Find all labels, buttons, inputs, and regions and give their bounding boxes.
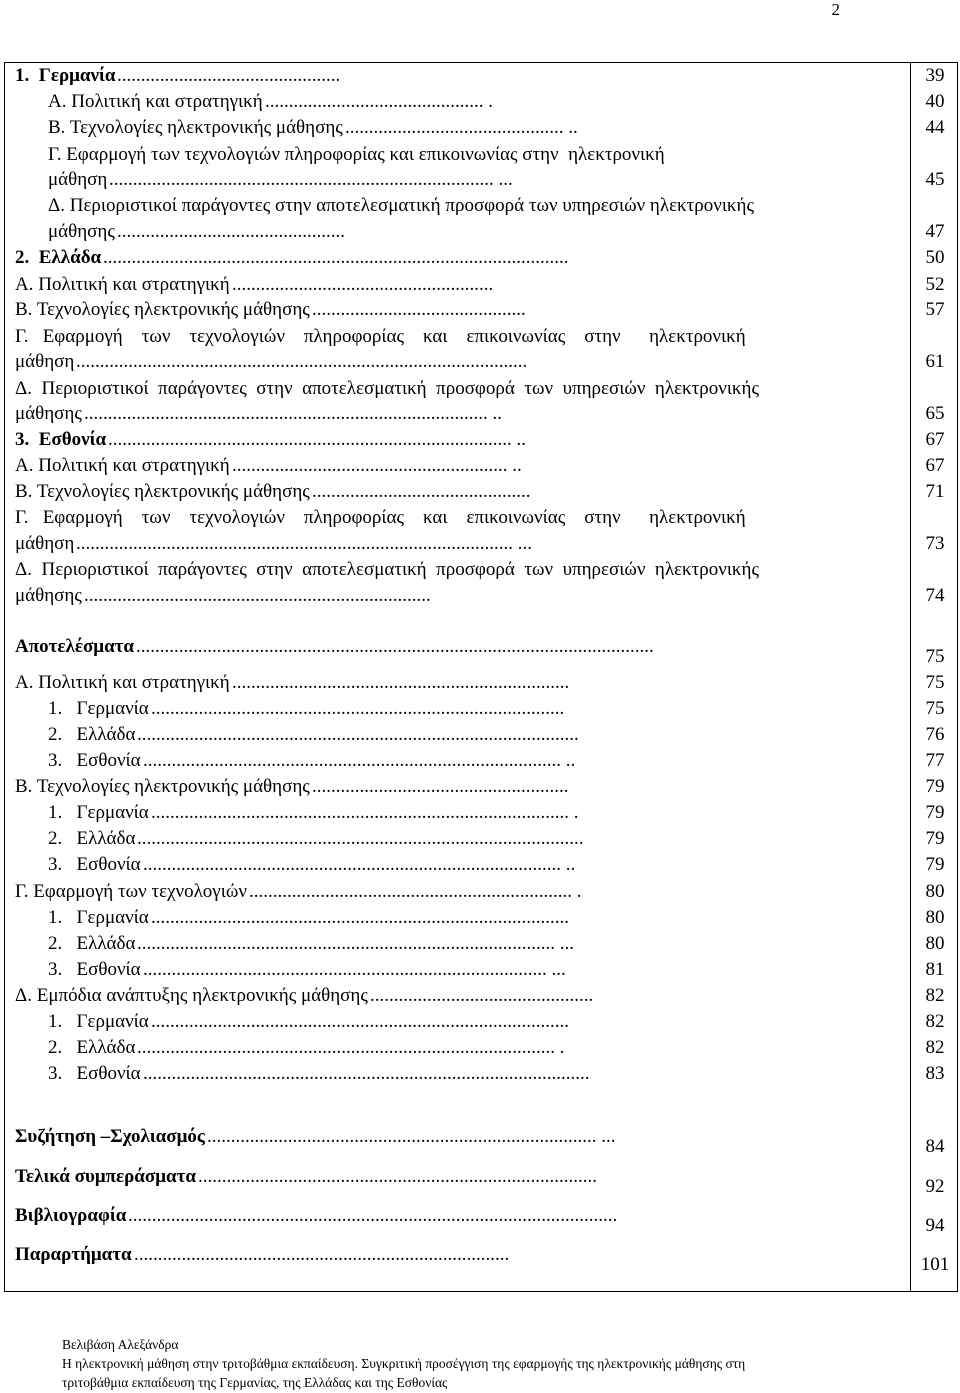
toc-entry-leader: ....................................................................................... <box>151 698 565 719</box>
toc-entry-page: 82 <box>925 985 945 1006</box>
toc-entry-page: 74 <box>925 585 945 606</box>
toc-entry-leader: .............................................................................................. <box>143 1063 590 1084</box>
toc-entry-leader: ..................................................................................... ... <box>143 959 566 980</box>
toc-entry-page: 80 <box>925 933 945 954</box>
toc-entry-leader: ............................................... <box>117 65 341 86</box>
page-footer <box>62 1335 745 1392</box>
toc-entry-label: 1. Γερμανία <box>48 802 149 823</box>
toc-entry-label: Δ. Περιοριστικοί παράγοντες στην αποτελεσματική προσφορά των υπηρεσιών ηλεκτρονικής <box>48 195 754 216</box>
toc-entry-leader: .............................................................................................. <box>137 828 584 849</box>
toc-entry-page: 92 <box>925 1176 945 1197</box>
toc-entry-label: Αποτελέσματα <box>15 636 135 657</box>
toc-entry-leader: ........................................................................................ ... <box>137 933 574 954</box>
toc-entry-page: 39 <box>925 65 945 86</box>
toc-entry-leader: ...................................................... <box>312 776 569 797</box>
toc-entry-label: Β. Τεχνολογίες ηλεκτρονικής μάθησης <box>15 481 310 502</box>
toc-entry-label: 3. Εσθονία <box>48 1063 141 1084</box>
toc-entry-page: 75 <box>925 698 945 719</box>
toc-entry-leader: .......................................................... .. <box>232 455 522 476</box>
toc-entry-label: Α. Πολιτική και στρατηγική <box>15 274 230 295</box>
toc-entry-page: 67 <box>925 455 945 476</box>
toc-entry-label: Α. Πολιτική και στρατηγική <box>15 672 230 693</box>
toc-entry-label: Α. Πολιτική και στρατηγική <box>15 455 230 476</box>
toc-entry-label: 1. Γερμανία <box>48 907 149 928</box>
page-number: 2 <box>831 0 840 19</box>
toc-entry-label: Β. Τεχνολογίες ηλεκτρονικής μάθησης <box>15 776 310 797</box>
toc-entry-page: 83 <box>925 1063 945 1084</box>
toc-entry-page: 75 <box>925 646 945 667</box>
toc-entry-label: 2. Ελλάδα <box>48 1037 136 1058</box>
toc-entry-leader: ............................................................................................... <box>76 351 528 372</box>
toc-entry-leader: ............................................................................................................. <box>136 636 654 657</box>
toc-entry-page: 80 <box>925 907 945 928</box>
toc-entry-leader: ........................................................................................ .. <box>143 750 576 771</box>
toc-entry-leader: ............................................................................... <box>134 1244 510 1265</box>
toc-entry-page: 94 <box>925 1215 945 1236</box>
toc-entry-page: 61 <box>925 351 945 372</box>
toc-entry-page: 57 <box>925 299 945 320</box>
toc-entry-leader: .............................................. .. <box>345 117 578 138</box>
toc-entry-leader: ................................................................................. ... <box>109 169 513 190</box>
toc-entry-leader: .................................................................................... <box>198 1166 597 1187</box>
toc-entry-label: μάθηση <box>15 351 75 372</box>
toc-entry-leader: ........................................................................................ . <box>151 802 579 823</box>
toc-entry-label: 2. Ελλάδα <box>48 828 136 849</box>
toc-entry-page: 84 <box>925 1136 945 1157</box>
toc-entry-label: μάθησης <box>48 221 115 242</box>
toc-entry-leader: ........................................................................................ <box>151 907 569 928</box>
toc-entry-leader: .............................................. <box>312 481 531 502</box>
toc-entry-label: Β. Τεχνολογίες ηλεκτρονικής μάθησης <box>15 299 310 320</box>
toc-entry-label: 2. Ελλάδα <box>15 247 102 268</box>
toc-entry-label: Παραρτήματα <box>15 1244 132 1265</box>
toc-entry-leader: .................................................................................................. <box>103 247 569 268</box>
toc-entry-label: Α. Πολιτική και στρατηγική <box>48 91 263 112</box>
toc-entry-label: 3. Εσθονία <box>48 854 141 875</box>
toc-entry-page: 47 <box>925 221 945 242</box>
toc-entry-leader: ....................................................................................................... <box>128 1205 618 1226</box>
toc-entry-label: 2. Ελλάδα <box>48 724 136 745</box>
toc-entry-leader: ............................................................................................ ... <box>76 533 532 554</box>
toc-entry-leader: ..................................................................................... .. <box>84 403 502 424</box>
toc-entry-leader: ........................................................................................ <box>151 1011 569 1032</box>
toc-entry-leader: ................................................ <box>117 221 345 242</box>
toc-entry-label: μάθησης <box>15 403 82 424</box>
toc-entry-page: 79 <box>925 802 945 823</box>
toc-entry-label: Γ. Εφαρμογή των τεχνολογιών πληροφορίας και επικοινωνίας στην ηλεκτρονική <box>15 326 746 347</box>
toc-entry-page: 80 <box>925 881 945 902</box>
toc-entry-leader: .................................................................................. ... <box>207 1126 616 1147</box>
toc-entry-label: μάθηση <box>15 533 75 554</box>
toc-entry-label: 3. Εσθονία <box>15 429 107 450</box>
toc-entry-page: 79 <box>925 828 945 849</box>
toc-entry-leader: ..................................................................................... .. <box>108 429 526 450</box>
toc-entry-page: 79 <box>925 776 945 797</box>
toc-entry-label: Γ. Εφαρμογή των τεχνολογιών πληροφορίας και επικοινωνίας στην ηλεκτρονική <box>48 144 665 165</box>
toc-entry-page: 50 <box>925 247 945 268</box>
toc-entry-label: Γ. Εφαρμογή των τεχνολογιών πληροφορίας και επικοινωνίας στην ηλεκτρονική <box>15 507 746 528</box>
toc-entry-label: 3. Εσθονία <box>48 959 141 980</box>
toc-entry-label: Δ. Περιοριστικοί παράγοντες στην αποτελεσματική προσφορά των υπηρεσιών ηλεκτρονικής <box>15 559 759 580</box>
toc-entry-label: μάθησης <box>15 585 82 606</box>
toc-entry-page: 67 <box>925 429 945 450</box>
toc-entry-page: 81 <box>925 959 945 980</box>
toc-entry-leader: ............................................................................................. <box>137 724 579 745</box>
toc-entry-page: 82 <box>925 1037 945 1058</box>
toc-entry-page: 76 <box>925 724 945 745</box>
toc-entry-page: 75 <box>925 672 945 693</box>
footer-author: Βελιβάση Αλεξάνδρα <box>62 1337 179 1352</box>
toc-entry-page: 101 <box>920 1254 950 1275</box>
toc-entry-leader: ........................................................................................ . <box>137 1037 565 1058</box>
toc-entry-label: Β. Τεχνολογίες ηλεκτρονικής μάθησης <box>48 117 343 138</box>
toc-entry-label: 2. Ελλάδα <box>48 933 136 954</box>
toc-entry-leader: .............................................. . <box>265 91 493 112</box>
toc-entry-label: 3. Εσθονία <box>48 750 141 771</box>
footer-title-line-1: Η ηλεκτρονική μάθηση στην τριτοβάθμια εκπαίδευση. Συγκριτική προσέγγιση της εφαρμογής της ηλεκτρονικής μάθησης στη <box>62 1356 746 1371</box>
toc-entry-leader: ........................................................................................ .. <box>143 854 576 875</box>
toc-entry-label: Δ. Εμπόδια ανάπτυξης ηλεκτρονικής μάθησης <box>15 985 368 1006</box>
toc-entry-leader: ....................................................... <box>232 274 494 295</box>
toc-entry-page: 82 <box>925 1011 945 1032</box>
toc-entry-label: 1. Γερμανία <box>15 65 116 86</box>
toc-entry-page: 79 <box>925 854 945 875</box>
toc-entry-page: 71 <box>925 481 945 502</box>
toc-entry-label: Βιβλιογραφία <box>15 1205 127 1226</box>
toc-entry-page: 45 <box>925 169 945 190</box>
toc-entry-label: 1. Γερμανία <box>48 1011 149 1032</box>
toc-entry-leader: ......................................................................... <box>84 585 431 606</box>
toc-entry-leader: ....................................................................... <box>232 672 570 693</box>
toc-entry-label: 1. Γερμανία <box>48 698 149 719</box>
toc-entry-label: Γ. Εφαρμογή των τεχνολογιών <box>15 881 247 902</box>
toc-entry-label: μάθηση <box>48 169 108 190</box>
toc-entry-page: 40 <box>925 91 945 112</box>
toc-entry-label: Συζήτηση –Σχολιασμός <box>15 1126 205 1147</box>
toc-entry-leader: ............................................. <box>312 299 526 320</box>
toc-entry-label: Τελικά συμπεράσματα <box>15 1166 196 1187</box>
toc-entry-page: 52 <box>925 274 945 295</box>
table-of-contents <box>4 62 958 1292</box>
toc-entry-page: 65 <box>925 403 945 424</box>
toc-entry-page: 73 <box>925 533 945 554</box>
toc-entry-page: 77 <box>925 750 945 771</box>
toc-entry-page: 44 <box>925 117 945 138</box>
footer-title-line-2: τριτοβάθμια εκπαίδευση της Γερμανίας, της Ελλάδας και της Εσθονίας <box>62 1375 448 1390</box>
column-divider <box>910 63 911 1291</box>
toc-entry-leader: .................................................................... . <box>249 881 582 902</box>
toc-entry-label: Δ. Περιοριστικοί παράγοντες στην αποτελεσματική προσφορά των υπηρεσιών ηλεκτρονικής <box>15 378 759 399</box>
toc-entry-leader: ............................................... <box>370 985 594 1006</box>
